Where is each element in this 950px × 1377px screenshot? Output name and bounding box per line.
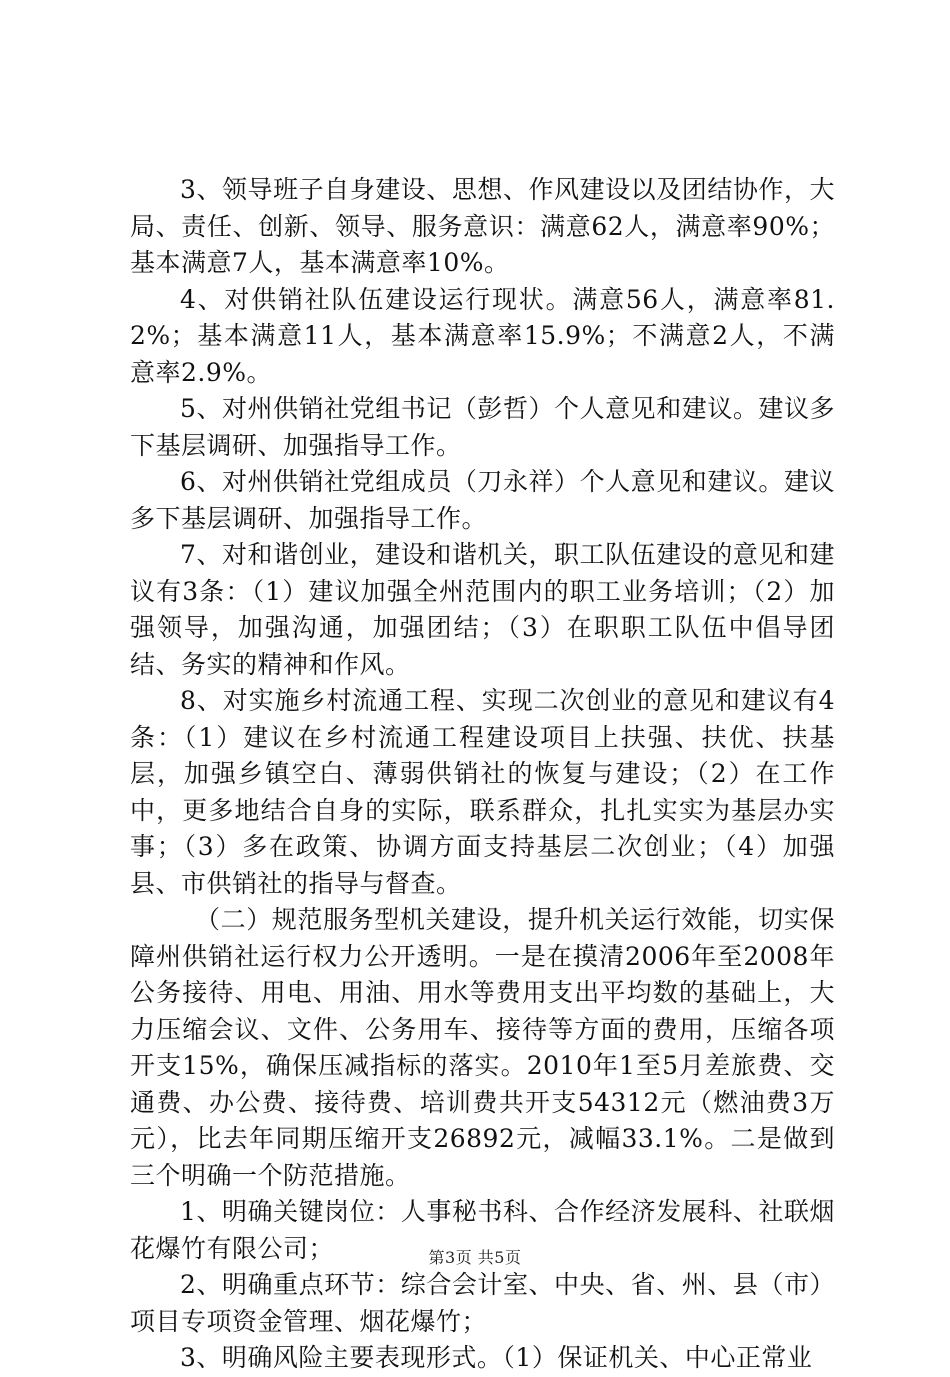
paragraph-item-7: 7、对和谐创业，建设和谐机关，职工队伍建设的意见和建议有3条：（1）建议加强全州范围内的职工业务培训；（2）加强领导，加强沟通，加强团结；（3）在职职工队伍中倡导团结、务实的精神和作风。 bbox=[130, 540, 835, 679]
paragraph-item-8: 8、对实施乡村流通工程、实现二次创业的意见和建议有4条：（1）建议在乡村流通工程建设项目上扶强、扶优、扶基层，加强乡镇空白、薄弱供销社的恢复与建设；（2）在工作中，更多地结合自身的实际，联系群众，扎扎实实为基层办实事；（3）多在政策、协调方面支持基层二次创业；（4）加强县、市供销社的指导与督查。 bbox=[130, 686, 835, 898]
paragraph-risk-forms: 3、明确风险主要表现形式。（1）保证机关、中心正常业 bbox=[180, 1343, 813, 1372]
paragraph-section-2: （二）规范服务型机关建设，提升机关运行效能，切实保障州供销社运行权力公开透明。一是在摸清2006年至2008年公务接待、用电、用油、用水等费用支出平均数的基础上，大力压缩会议、文件、公务用车、接待等方面的费用，压缩各项开支15%，确保压减指标的落实。2010年1至5月差旅费、交通费、办公费、接待费、培训费共开支54312元（燃油费3万元），比去年同期压缩开支26892元，减幅33.1%。二是做到三个明确一个防范措施。 bbox=[130, 905, 835, 1190]
document-body bbox=[130, 172, 835, 1377]
paragraph-key-posts: 1、明确关键岗位：人事秘书科、合作经济发展科、社联烟花爆竹有限公司； bbox=[130, 1197, 835, 1263]
paragraph-item-5: 5、对州供销社党组书记（彭哲）个人意见和建议。建议多下基层调研、加强指导工作。 bbox=[130, 394, 835, 460]
paragraph-item-3: 3、领导班子自身建设、思想、作风建设以及团结协作，大局、责任、创新、领导、服务意识：满意62人，满意率90%；基本满意7人，基本满意率10%。 bbox=[130, 175, 835, 277]
paragraph-item-4: 4、对供销社队伍建设运行现状。满意56人，满意率81.2%；基本满意11人，基本满意率15.9%；不满意2人，不满意率2.9%。 bbox=[130, 284, 835, 387]
page-number-footer: 第3页 共5页 bbox=[428, 1248, 522, 1267]
paragraph-key-links: 2、明确重点环节：综合会计室、中央、省、州、县（市）项目专项资金管理、烟花爆竹； bbox=[130, 1270, 835, 1336]
paragraph-item-6: 6、对州供销社党组成员（刀永祥）个人意见和建议。建议多下基层调研、加强指导工作。 bbox=[130, 467, 835, 533]
